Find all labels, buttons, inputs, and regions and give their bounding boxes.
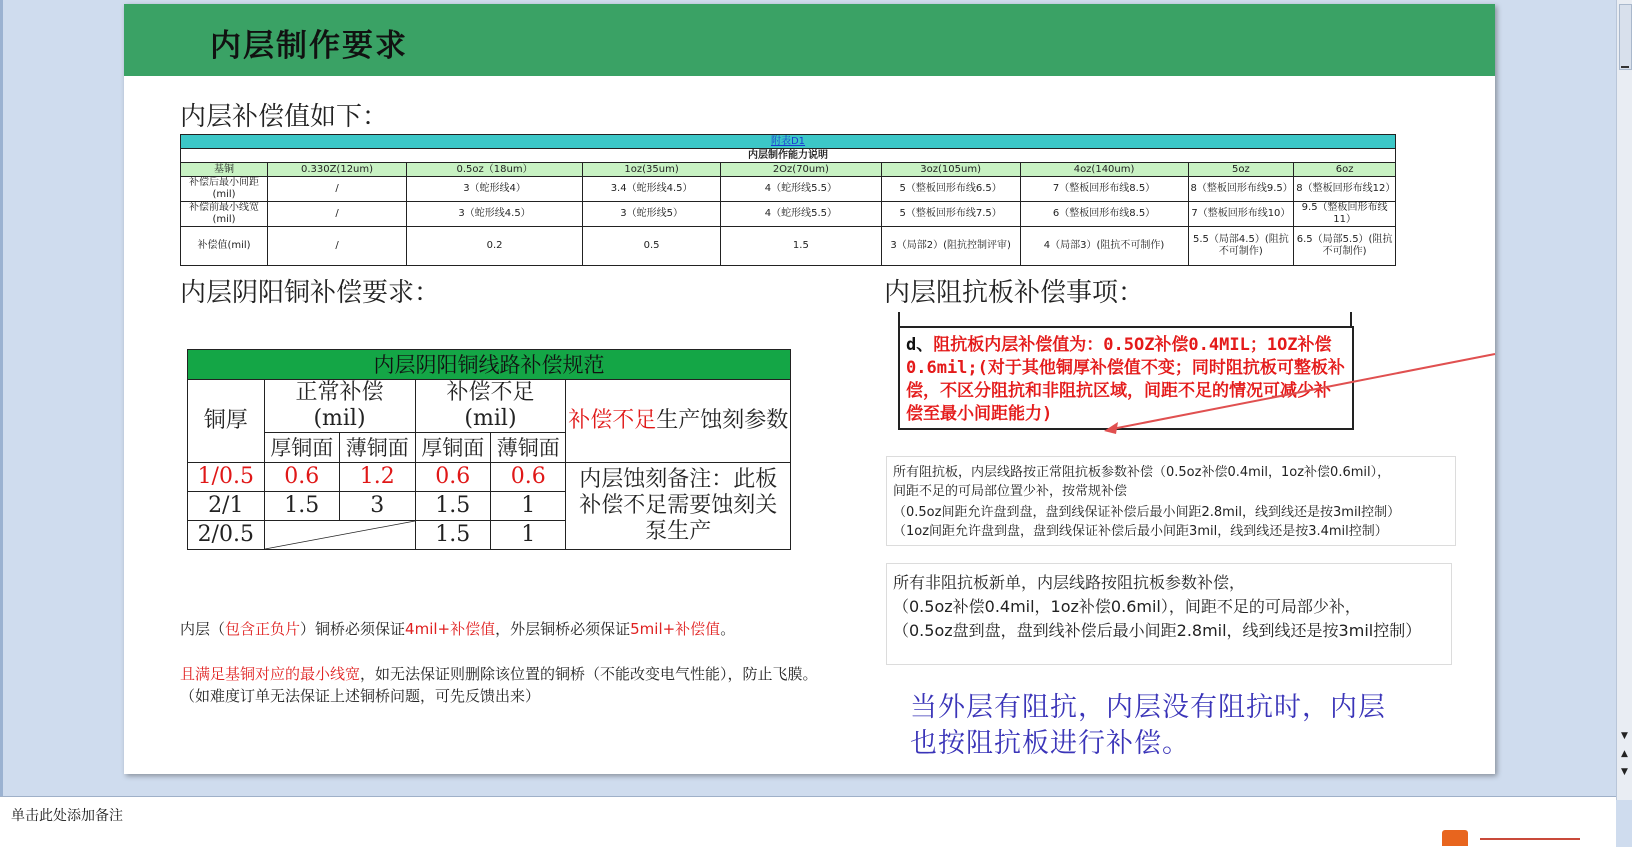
table-cell: 1.2 [340,463,415,492]
table-cell: 7（整板回形布线10） [1188,202,1294,227]
next-slide-icon[interactable]: ▼ [1621,767,1628,777]
table-caption-link-cell [181,135,1396,149]
section-title-yinyang: 内层阴阳铜补偿要求： [180,278,441,308]
table-cell: 6.5（局部5.5）(阻抗不可制作) [1294,227,1396,266]
table-cell: 8（整板回形布线12） [1294,177,1396,202]
note-text: ，外层铜桥必须保证 [495,620,631,638]
window-left-edge [0,0,3,846]
bridge-note-line1 [180,618,735,639]
col-normal [264,380,415,433]
table-cell: 2/0.5 [188,521,265,550]
table-cell: 5（整板回形布线6.5） [881,177,1020,202]
table-cell: 1.5 [415,521,490,550]
impedance-note-line: 间距不足的可局部位置少补，按常规补偿 [893,484,1128,499]
tray-underline [1480,838,1580,840]
col-etch-param-rest: 生产蚀刻参数 [656,408,789,433]
table-cell: / [268,177,407,202]
scroll-down-icon[interactable]: ▼ [1621,731,1628,741]
row-label-cell: 补偿后最小间距(mil) [181,177,268,202]
table-cell: 4（蛇形线5.5） [721,202,882,227]
note-text: ，如无法保证则删除该位置的铜桥（不能改变电气性能），防止飞膜。 [360,665,818,683]
sub-thin-insufficient: 薄铜面 [490,433,565,463]
callout-body: 阻抗板内层补偿值为：0.5OZ补偿0.4MIL；1OZ补偿0.6mil;(对于其他铜厚补偿值不变；同时阻抗板可整板补偿，不区分阻抗和非阻抗区域，间距不足的情况可减少补偿至最小间距能力) [906,335,1345,424]
note-text-red: 4mil+补偿值 [405,620,496,638]
section-title-compensation: 内层补偿值如下： [180,102,389,132]
row-label-cell: 补偿前最小线宽(mil) [181,202,268,227]
table-cell: 0.6 [415,463,490,492]
table-cell: 1/0.5 [188,463,265,492]
bridge-note-line2 [180,663,818,684]
blue-note-line1: 当外层有阻抗，内层没有阻抗时，内层 [910,692,1386,723]
col-insufficient-unit: (mil) [464,406,517,431]
table-cell: 1.5 [415,492,490,521]
table-cell: 3（局部2）(阻抗控制评审) [881,227,1020,266]
table-cell: 3（蛇形线5） [583,202,721,227]
impedance-note-line: （0.5oz间距允许盘到盘，盘到线保证补偿后最小间距2.8mil，线到线还是按3mil控制） [893,505,1401,520]
table-header-cell: 6oz [1294,163,1396,177]
table-cell: 3.4（蛇形线4.5） [583,177,721,202]
section-title-impedance: 内层阻抗板补偿事项： [884,278,1145,308]
attachment-link[interactable]: 附表D1 [770,135,806,147]
table-cell: 3（蛇形线4） [406,177,582,202]
callout-prefix: d、 [906,335,934,355]
scrollbar-grip-icon [1621,66,1629,68]
table-cell: / [268,202,407,227]
slide-title: 内层制作要求 [210,28,408,64]
table-cell: 3（蛇形线4.5） [406,202,582,227]
table-header-cell: 3oz(105um) [881,163,1020,177]
table-cell: 4（局部3）(阻抗不可制作) [1020,227,1188,266]
table-caption: 内层制作能力说明 [181,149,1396,163]
scrollbar-thumb[interactable] [1619,4,1632,70]
table-cell: 0.6 [490,463,565,492]
col-etch-param [566,380,791,463]
notes-placeholder[interactable]: 单击此处添加备注 [11,808,123,824]
table-cell: 1.5 [264,492,339,521]
app-tray-icon[interactable] [1442,830,1468,846]
note-text: 。 [720,620,736,638]
note-text: 内层（ [180,620,226,638]
col-etch-param-red: 补偿不足 [568,408,657,433]
title-band [124,4,1495,76]
table-cell: 3 [340,492,415,521]
vertical-scrollbar[interactable] [1616,0,1632,800]
table-cell: 2/1 [188,492,265,521]
impedance-note-line: 所有阻抗板，内层线路按正常阻抗板参数补偿（0.5oz补偿0.4mil，1oz补偿0.6mil）， [893,465,1391,480]
yinyang-table [187,349,791,550]
box-tick-left [898,312,900,328]
non-impedance-note-line: （0.5oz补偿0.4mil，1oz补偿0.6mil），间距不足的可局部少补， [893,597,1361,616]
table-cell: 0.6 [264,463,339,492]
callout-arrow [1104,354,1495,444]
table-cell: 7（整板回形布线8.5） [1020,177,1188,202]
row-label-cell: 补偿值(mil) [181,227,268,266]
compensation-table [180,134,1396,266]
table-cell: 8（整板回形布线9.5） [1188,177,1294,202]
col-insufficient-label: 补偿不足 [446,380,535,405]
note-text-red: 5mil+补偿值 [630,620,721,638]
sub-thick-insufficient: 厚铜面 [415,433,490,463]
table-cell: 1 [490,521,565,550]
table-header-cell: 4oz(140um) [1020,163,1188,177]
bridge-note-line3: （如难度订单无法保证上述铜桥问题，可先反馈出来） [180,687,541,705]
non-impedance-note-line: 所有非阻抗板新单，内层线路按阻抗板参数补偿， [893,573,1246,592]
note-text-red: 且满足基铜对应的最小线宽 [180,665,361,683]
non-impedance-notes-box [886,563,1452,665]
table-header-cell: 5oz [1188,163,1294,177]
note-text: ）铜桥必须保证 [300,620,406,638]
table-cell: 5.5（局部4.5）(阻抗不可制作) [1188,227,1294,266]
blue-note-line2: 也按阻抗板进行补偿。 [910,728,1190,759]
table-header-cell: 2Oz(70um) [721,163,882,177]
table-cell: 0.2 [406,227,582,266]
table-cell: 0.5 [583,227,721,266]
col-normal-unit: (mil) [313,406,366,431]
yinyang-caption: 内层阴阳铜线路补偿规范 [188,350,791,380]
sub-thin-normal: 薄铜面 [340,433,415,463]
blue-note [910,690,1386,762]
col-insufficient [415,380,566,433]
col-thickness: 铜厚 [188,380,265,463]
table-header-cell: 0.330Z(12um) [268,163,407,177]
box-tick-right [1350,312,1352,328]
note-text-red: 包含正负片 [225,620,301,638]
notes-pane[interactable] [0,796,1616,847]
table-header-cell: 基铜 [181,163,268,177]
diagonal-empty-cell [264,521,415,550]
etch-note: 内层蚀刻备注：此板补偿不足需要蚀刻关泵生产 [566,463,791,550]
table-cell: 9.5（整板回形布线11） [1294,202,1396,227]
table-cell: 5（整板回形布线7.5） [881,202,1020,227]
table-cell: 1 [490,492,565,521]
table-cell: 1.5 [721,227,882,266]
non-impedance-note-line: （0.5oz盘到盘，盘到线补偿后最小间距2.8mil，线到线还是按3mil控制） [893,621,1422,640]
impedance-notes-box [886,456,1456,546]
previous-slide-icon[interactable]: ▲ [1621,749,1628,759]
col-normal-label: 正常补偿 [295,380,384,405]
table-cell: / [268,227,407,266]
table-cell: 6（整板回形布线8.5） [1020,202,1188,227]
impedance-note-line: （1oz间距允许盘到盘，盘到线保证补偿后最小间距3mil，线到线还是按3.4mil控制） [893,524,1388,539]
table-header-cell: 1oz(35um) [583,163,721,177]
table-cell: 4（蛇形线5.5） [721,177,882,202]
table-header-cell: 0.5oz（18um） [406,163,582,177]
sub-thick-normal: 厚铜面 [264,433,339,463]
slide-canvas[interactable] [124,4,1495,774]
